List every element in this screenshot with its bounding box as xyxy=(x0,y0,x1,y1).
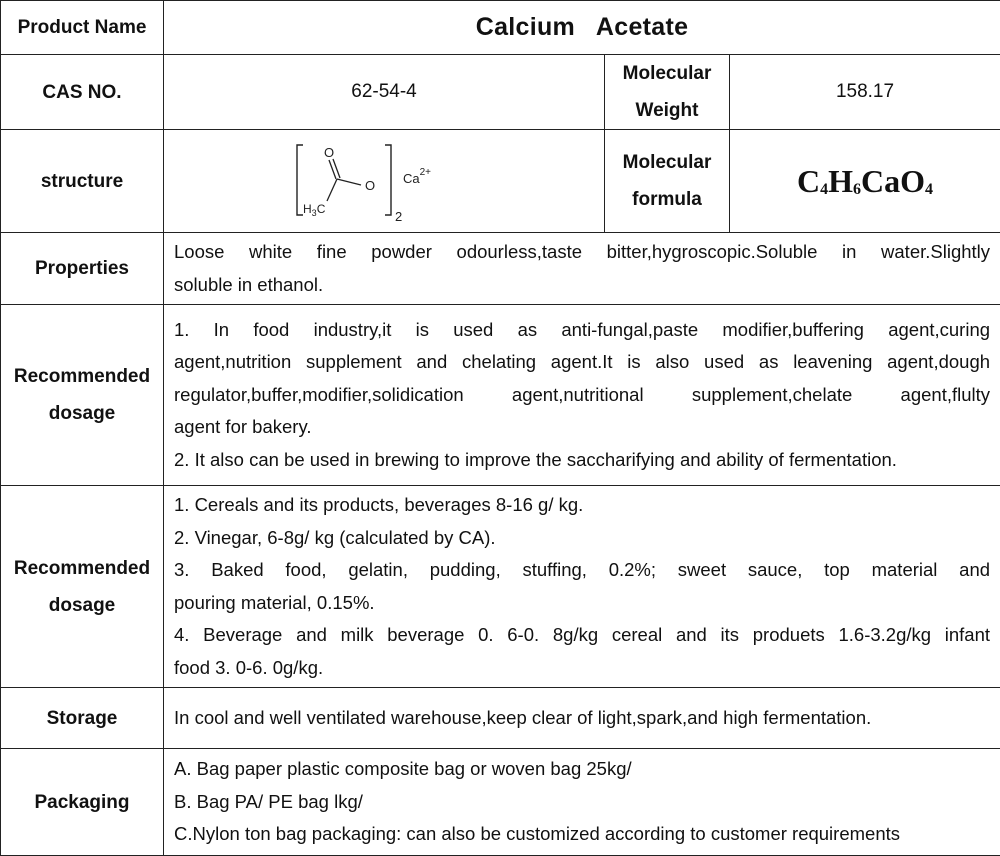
recommended-dosage-label-2: Recommended dosage xyxy=(1,486,164,688)
structure-diagram-cell xyxy=(164,130,605,233)
cas-value: 62-54-4 xyxy=(164,55,605,130)
mw-label-line1: Molecular xyxy=(605,55,729,92)
atom-o-single: O xyxy=(365,178,375,193)
molecular-formula-label xyxy=(605,130,730,233)
row-recommended-dosage-1 xyxy=(1,305,1000,486)
row-packaging xyxy=(1,749,1000,856)
molecular-weight-label xyxy=(605,55,730,130)
row-product-name xyxy=(1,1,1000,55)
row-structure xyxy=(1,130,1000,233)
cas-label: CAS NO. xyxy=(1,55,164,130)
mw-label-line2: Weight xyxy=(605,92,729,129)
row-storage xyxy=(1,688,1000,749)
recommended-dosage-text-2: 1. Cereals and its products, beverages 8-16 g/ kg. 2. Vinegar, 6-8g/ kg (calculated by CA). 3. Baked food, gelatin, pudding, stuffing, 0.2%; sweet sauce, top material and pouring material, 0.15%. 4. Beverage and milk beverage 0. 6-0. 8g/kg cereal and its produets 1.6-3.2g/kg infant food 3. 0-6. 0g/kg. xyxy=(164,486,1000,688)
product-name-label: Product Name xyxy=(1,1,164,55)
properties-text: Loose white fine powder odourless,taste bitter,hygroscopic.Soluble in water.Slightly soluble in ethanol. xyxy=(164,233,1000,305)
row-recommended-dosage-2 xyxy=(1,486,1000,688)
recommended-dosage-label-1: Recommended dosage xyxy=(1,305,164,486)
recommended-dosage-text-1: 1. In food industry,it is used as anti-fungal,paste modifier,buffering agent,curing agent,nutrition supplement and chelating agent.It is also used as leavening agent,dough regulator,buffer,modifier,solidication agent,nutritional supplement,chelate agent,flulty agent for bakery. 2. It also can be used in brewing to improve the saccharifying and ability of fermentation. xyxy=(164,305,1000,486)
packaging-label: Packaging xyxy=(1,749,164,856)
atom-o-double: O xyxy=(324,145,334,160)
storage-label: Storage xyxy=(1,688,164,749)
mf-label-line2: formula xyxy=(605,181,729,218)
structure-subscript: 2 xyxy=(395,209,402,224)
storage-text: In cool and well ventilated warehouse,keep clear of light,spark,and high fermentation. xyxy=(164,688,1000,749)
product-name-value: Calcium Acetate xyxy=(164,1,1000,55)
molecular-weight-value: 158.17 xyxy=(730,55,1000,130)
bracket-right xyxy=(385,145,391,215)
atom-h3c: $H_3C$ xyxy=(303,202,326,218)
structure-diagram xyxy=(291,135,471,227)
row-properties xyxy=(1,233,1000,305)
packaging-text: A. Bag paper plastic composite bag or woven bag 25kg/ B. Bag PA/ PE bag lkg/ C.Nylon ton bag packaging: can also be customized according to customer requirements xyxy=(164,749,1000,856)
properties-label: Properties xyxy=(1,233,164,305)
atom-calcium: $Ca^{2+}$ xyxy=(403,167,431,186)
mf-label-line1: Molecular xyxy=(605,144,729,181)
molecular-formula-value: $C_4H_6CaO_4$ xyxy=(730,130,1000,233)
structure-label: structure xyxy=(1,130,164,233)
row-cas xyxy=(1,55,1000,130)
